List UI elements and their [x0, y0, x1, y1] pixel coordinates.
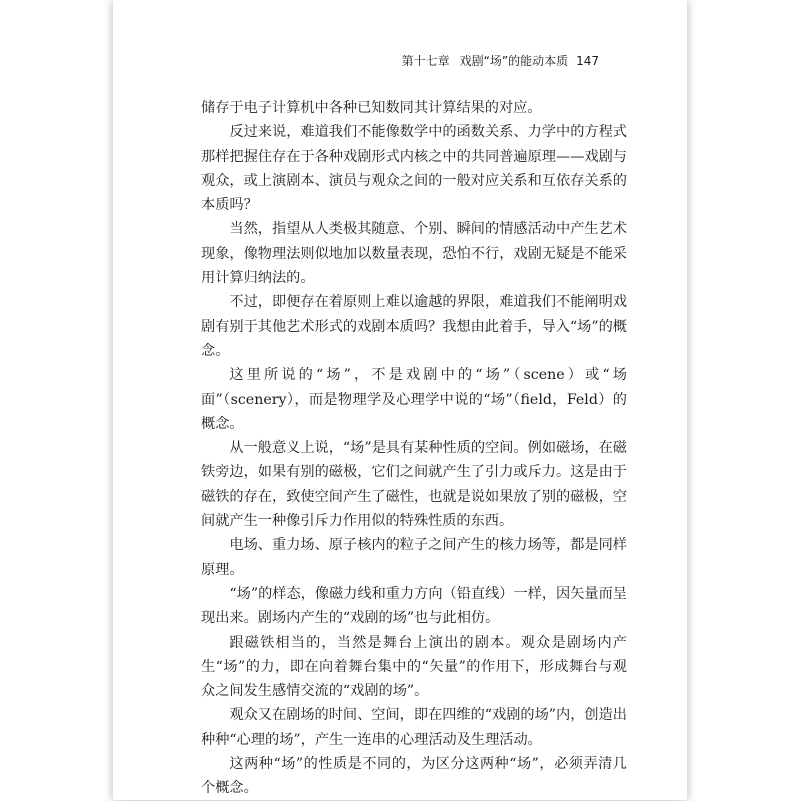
paragraph: 不过，即便存在着原则上难以逾越的界限，难道我们不能阐明戏剧有别于其他艺术形式的戏剧本质吗？我想由此着手，导入“场”的概念。 — [201, 294, 627, 359]
body-text — [201, 96, 627, 801]
paragraph: 跟磁铁相当的，当然是舞台上演出的剧本。观众是剧场内产生“场”的力，即在向着舞台集中的“矢量”的作用下，形成舞台与观众之间发生感情交流的“戏剧的场”。 — [201, 634, 627, 700]
paragraph: 从一般意义上说，“场”是具有某种性质的空间。例如磁场，在磁铁旁边，如果有别的磁极，它们之间就产生了引力或斥力。这是由于磁铁的存在，致使空间产生了磁性，也就是说如果放了别的磁极，空间就产生一种像引斥力作用似的特殊性质的东西。 — [201, 440, 627, 530]
running-head — [113, 52, 599, 69]
paragraph: 这两种“场”的性质是不同的，为区分这两种“场”，必须弄清几个概念。 — [201, 756, 627, 797]
chapter-label: 第十七章 — [401, 54, 450, 68]
book-page — [113, 0, 687, 800]
paragraph: 储存于电子计算机中各种已知数同其计算结果的对应。 — [201, 100, 542, 116]
paragraph: 这里所说的“场”，不是戏剧中的“场”（scene）或“场面”（scenery），而是物理学及心理学中说的“场”（field，Feld）的概念。 — [201, 367, 627, 432]
paragraph: 观众又在剧场的时间、空间，即在四维的“戏剧的场”内，创造出种种“心理的场”，产生一连串的心理活动及生理活动。 — [201, 707, 627, 748]
paragraph: 当然，指望从人类极其随意、个别、瞬间的情感活动中产生艺术现象，像物理法则似地加以数量表现，恐怕不行，戏剧无疑是不能采用计算归纳法的。 — [201, 221, 627, 287]
paragraph: 反过来说，难道我们不能像数学中的函数关系、力学中的方程式那样把握住存在于各种戏剧形式内核之中的共同普遍原理——戏剧与观众，或上演剧本、演员与观众之间的一般对应关系和互依存关系的本质吗？ — [201, 124, 627, 214]
paragraph: “场”的样态，像磁力线和重力方向（铅直线）一样，因矢量而呈现出来。剧场内产生的“戏剧的场”也与此相仿。 — [201, 585, 627, 627]
page-number: 147 — [576, 54, 599, 68]
chapter-title: 戏剧“场”的能动本质 — [459, 54, 569, 68]
paragraph: 电场、重力场、原子核内的粒子之间产生的核力场等，都是同样原理。 — [201, 537, 627, 578]
